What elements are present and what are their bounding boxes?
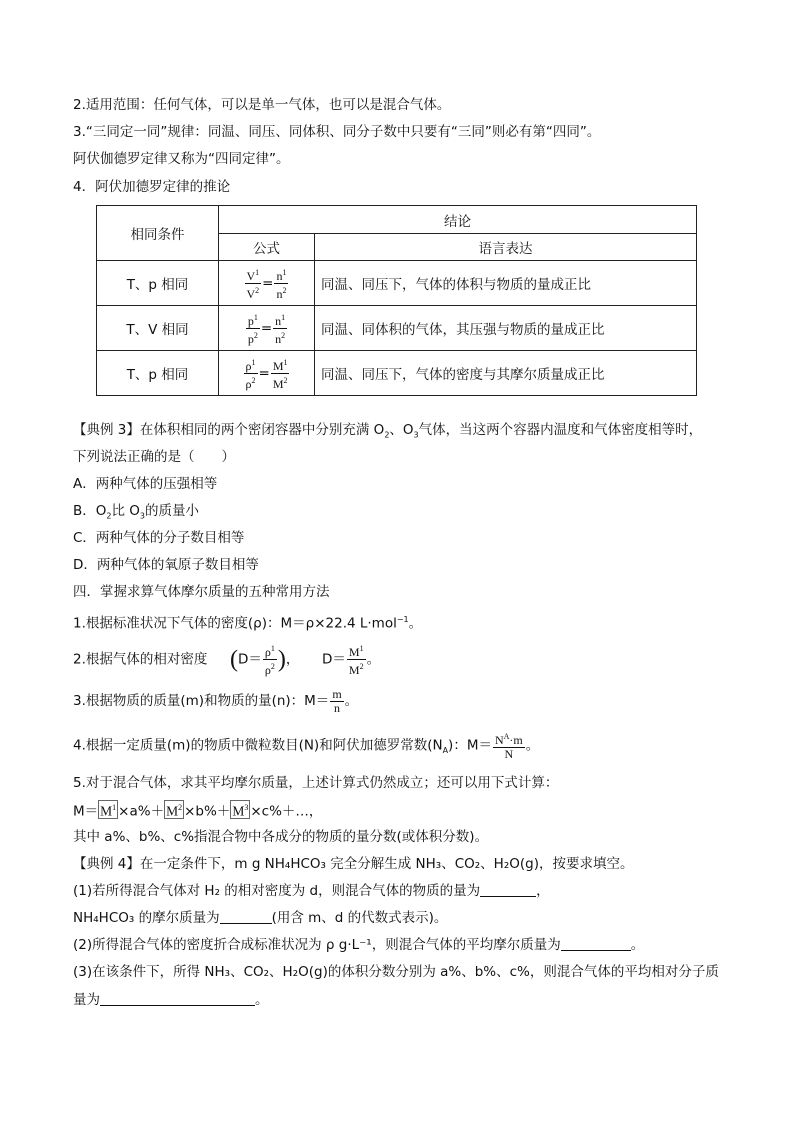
method-4: 4.根据一定质量(m)的物质中微粒数目(N)和阿伏加德罗常数$(N_A)$：M＝ $\frac{N^A\cdot m}{N}$ 。 <box>73 732 540 761</box>
header-condition: 相同条件 <box>97 206 219 261</box>
method-2: 2.根据气体的相对密度 (D＝ $\frac{\rho^1}{\rho^2}$ )， D＝ $\frac{M^1}{M^2}$ 。 <box>73 644 381 677</box>
example4-stem: 【典例 4】在一定条件下，m g NH₄HCO₃ 完全分解生成 NH₃、CO₂、H₂O(g)，按要求填空。 <box>73 856 634 872</box>
avogadro-inference-heading: 4．阿伏加德罗定律的推论 <box>73 179 231 195</box>
question-3a: (3)在该条件下，所得 NH₃、CO₂、H₂O(g)的体积分数分别为 a%、b%、c%，则混合气体的平均相对分子质 <box>73 964 719 980</box>
answer-blank[interactable] <box>100 991 255 1006</box>
answer-blank[interactable] <box>480 882 536 897</box>
method-5: 5.对于混合气体，求其平均摩尔质量，上述计算式仍然成立；还可以用下式计算： <box>73 775 559 791</box>
header-conclusion: 结论 <box>219 206 697 234</box>
answer-blank[interactable] <box>220 909 272 924</box>
method-3: 3.根据物质的质量(m)和物质的量(n)：M＝ $\frac{m}{n}$ 。 <box>73 686 359 715</box>
table-row <box>97 306 697 351</box>
row-expression: 同温、同压下，气体的体积与物质的量成正比 <box>315 261 697 306</box>
option-d: D．两种气体的氧原子数目相等 <box>73 557 259 573</box>
row-formula: $\frac{p^1}{p^2}$ = $\frac{n^1}{n^2}$ <box>219 306 315 351</box>
option-a: A．两种气体的压强相等 <box>73 476 218 492</box>
question-3b: 量为 。 <box>73 992 269 1008</box>
question-1a: (1)若所得混合气体对 H₂ 的相对密度为 d，则混合气体的物质的量为 ， <box>73 883 550 899</box>
scope-line: 2.适用范围：任何气体，可以是单一气体，也可以是混合气体。 <box>73 97 451 113</box>
row-condition: T、p 相同 <box>97 261 219 306</box>
option-c: C．两种气体的分子数目相等 <box>73 530 245 546</box>
option-b: B．$O_2$比 $O_3$的质量小 <box>73 503 199 521</box>
question-1b: NH₄HCO₃ 的摩尔质量为 (用含 m、d 的代数式表示)。 <box>73 910 448 926</box>
method-1: 1.根据标准状况下气体的密度(ρ)：M＝ρ×22.4 L·mol$^{-1}$。 <box>73 615 423 632</box>
header-formula: 公式 <box>219 234 315 261</box>
question-2: (2)所得混合气体的密度折合成标准状况为 ρ g·L⁻¹，则混合气体的平均摩尔质量为 。 <box>73 937 645 953</box>
row-formula: $\frac{V^1}{V^2}$ = $\frac{n^1}{n^2}$ <box>219 261 315 306</box>
row-expression: 同温、同体积的气体，其压强与物质的量成正比 <box>315 306 697 351</box>
section4-title: 四．掌握求算气体摩尔质量的五种常用方法 <box>73 584 330 600</box>
three-same-rule-line: 3.“三同定一同”规律：同温、同压、同体积、同分子数中只要有“三同”则必有第“四同”。 <box>73 124 601 140</box>
header-expression: 语言表达 <box>315 234 697 261</box>
answer-blank[interactable] <box>561 936 631 951</box>
avogadro-inference-table <box>96 205 697 396</box>
row-formula: $\frac{\rho^1}{\rho^2}$ = $\frac{M^1}{M^2}$ <box>219 351 315 396</box>
row-condition: T、V 相同 <box>97 306 219 351</box>
row-condition: T、p 相同 <box>97 351 219 396</box>
row-expression: 同温、同压下，气体的密度与其摩尔质量成正比 <box>315 351 697 396</box>
method-5-note: 其中 a%、b%、c%指混合物中各成分的物质的量分数(或体积分数)。 <box>73 829 489 845</box>
example3-question: 下列说法正确的是（ ） <box>73 449 235 465</box>
table-row <box>97 351 697 396</box>
method-5-formula: $M= M^1 \times a\%+ M^2 \times b\%+ M^3$ ×c%＋…， <box>73 800 322 822</box>
table-row <box>97 261 697 306</box>
four-same-law-line: 阿伏伽德罗定律又称为“四同定律”。 <box>73 151 290 167</box>
example3-stem: 【典例 3】在体积相同的两个密闭容器中分别充满 $O_2$、$O_3$气体，当这两个容器内温度和气体密度相等时， <box>73 422 703 440</box>
